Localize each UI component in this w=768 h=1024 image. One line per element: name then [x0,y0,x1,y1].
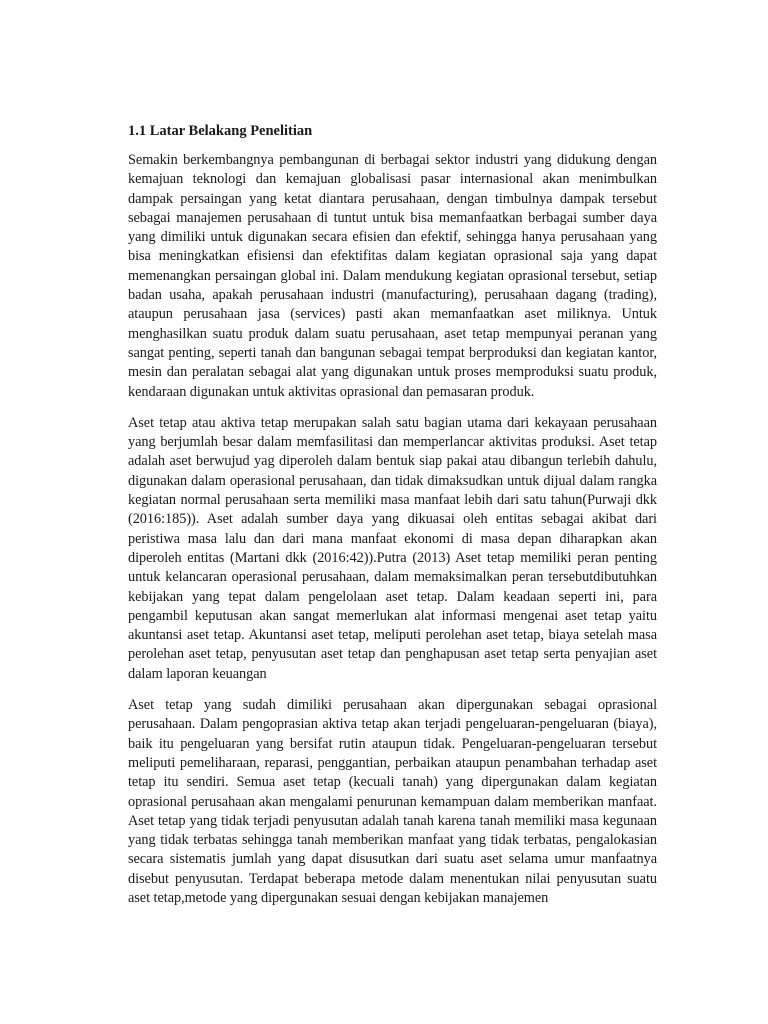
paragraph: Semakin berkembangnya pembangunan di berbagai sektor industri yang didukung dengan kemajuan teknologi dan kemajuan globalisasi pasar internasional akan menimbulkan dampak persaingan yang ketat diantara perusahaan, dengan timbulnya dampak tersebut sebagai manajemen perusahaan di tuntut untuk bisa memanfaatkan berbagai sumber daya yang dimiliki untuk digunakan secara efisien dan efektif, sehingga hanya perusahaan yang bisa meningkatkan efisiensi dan efektifitas dalam kegiatan oprasional saja yang dapat memenangkan persaingan global ini. Dalam mendukung kegiatan oprasional tersebut, setiap badan usaha, apakah perusahaan industri (manufacturing), perusahaan dagang (trading), ataupun perusahaan jasa (services) pasti akan memanfaatkan aset miliknya. Untuk menghasilkan suatu produk dalam suatu perusahaan, aset tetap mempunyai peranan yang sangat penting, seperti tanah dan bangunan sebagai tempat berproduksi dan kegiatan kantor, mesin dan peralatan sebagai alat yang digunakan untuk proses memproduksi suatu produk, kendaraan digunakan untuk aktivitas oprasional dan pemasaran produk. [128,152,657,400]
document-body [128,122,657,908]
paragraph: Aset tetap yang sudah dimiliki perusahaan akan dipergunakan sebagai oprasional perusahaan. Dalam pengoprasian aktiva tetap akan terjadi pengeluaran-pengeluaran (biaya), baik itu pengeluaran yang bersifat rutin ataupun tidak. Pengeluaran-pengeluaran tersebut meliputi pemeliharaan, reparasi, penggantian, perbaikan ataupun penambahan terhadap aset tetap itu sendiri. Semua aset tetap (kecuali tanah) yang dipergunakan dalam kegiatan oprasional perusahaan akan mengalami penurunan kemampuan dalam memberikan manfaat. Aset tetap yang tidak terjadi penyusutan adalah tanah karena tanah memiliki masa kegunaan yang tidak terbatas sehingga tanah memberikan manfaat yang tidak terbatas, pengalokasian secara sistematis jumlah yang dapat disusutkan dari suatu aset selama umur manfaatnya disebut penyusutan. Terdapat beberapa metode dalam menentukan nilai penyusutan suatu aset tetap,metode yang dipergunakan sesuai dengan kebijakan manajemen [128,697,657,906]
paragraph: Aset tetap atau aktiva tetap merupakan salah satu bagian utama dari kekayaan perusahaan yang berjumlah besar dalam memfasilitasi dan memperlancar aktivitas produksi. Aset tetap adalah aset berwujud yag diperoleh dalam bentuk siap pakai atau dibangun terlebih dahulu, digunakan dalam operasional perusahaan, dan tidak dimaksudkan untuk dijual dalam rangka kegiatan normal perusahaan serta memiliki masa manfaat lebih dari satu tahun(Purwaji dkk (2016:185)). Aset adalah sumber daya yang dikuasai oleh entitas sebagai akibat dari peristiwa masa lalu dan dari mana manfaat ekonomi di masa depan diharapkan akan diperoleh entitas (Martani dkk (2016:42)).Putra (2013) Aset tetap memiliki peran penting untuk kelancaran operasional perusahaan, dalam memaksimalkan peran tersebutdibutuhkan kebijakan yang tepat dalam pengelolaan aset tetap. Dalam keadaan seperti ini, para pengambil keputusan akan sangat memerlukan alat informasi mengenai aset tetap yaitu akuntansi aset tetap. Akuntansi aset tetap, meliputi perolehan aset tetap, biaya setelah masa perolehan aset tetap, penyusutan aset tetap dan penghapusan aset tetap serta penyajian aset dalam laporan keuangan [128,414,657,682]
section-heading: 1.1 Latar Belakang Penelitian [128,123,313,139]
